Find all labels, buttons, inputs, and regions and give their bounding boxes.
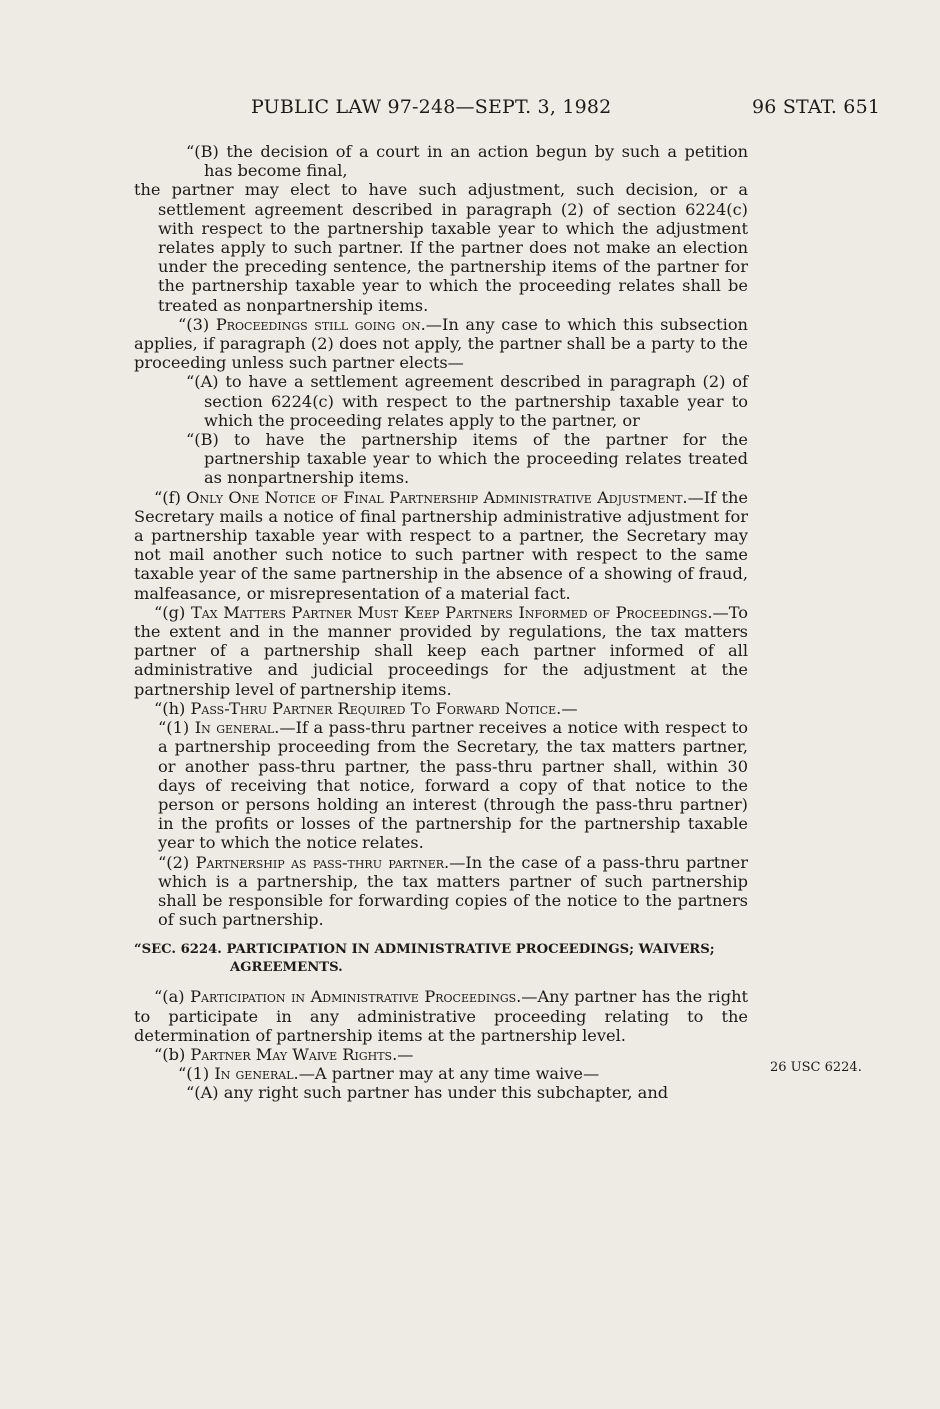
paragraph-3a: “(A) to have a settlement agreement described in paragraph (2) of section 6224(c) with respect to the partnership taxable year to which the proceeding relates apply to the partner, or <box>186 372 748 430</box>
paragraph-h2: “(2) Partnership as pass-thru partner.—In the case of a pass-thru partner which is a partnership, the tax matters partner of such partnership shall be responsible for forwarding copies of the notice to the partners of such partnership. <box>158 852 748 930</box>
subsection-a: “(a) Participation in Administrative Proceedings.—Any partner has the right to participate in any administrative proceeding relating to the determination of partnership items at the partnership level. <box>134 987 748 1045</box>
paragraph-b1: “(1) In general.—A partner may at any time waive— <box>178 1064 600 1084</box>
statute-text <box>134 142 748 1103</box>
subsection-h: “(h) Pass-Thru Partner Required To Forward Notice.— <box>154 698 578 718</box>
subheading: Only One Notice of Final Partnership Administrative Adjustment. <box>186 487 688 507</box>
usc-margin-citation: 26 USC 6224. <box>770 1060 862 1075</box>
subsection-f: “(f) Only One Notice of Final Partnership Administrative Adjustment.—If the Secretary mails a notice of final partnership administrative adjustment for a partnership taxable year with respect to a partner, the Secretary may not mail another such notice to such partner with respect to the same taxable year of the same partnership in the absence of a showing of fraud, malfeasance, or misrepresentation of a material fact. <box>134 487 748 603</box>
subheading: Participation in Administrative Proceedings. <box>190 987 522 1007</box>
statute-page-number: 96 STAT. 651 <box>752 96 881 118</box>
paragraph-b-decision: “(B) the decision of a court in an action begun by such a petition has become final, <box>186 142 748 181</box>
subheading: Pass-Thru Partner Required To Forward Notice. <box>190 698 562 718</box>
subheading: Partner May Waive Rights. <box>190 1044 398 1064</box>
subheading: Tax Matters Partner Must Keep Partners Informed of Proceedings. <box>190 602 713 622</box>
paragraph-3b: “(B) to have the partnership items of the partner for the partnership taxable year to which the proceeding relates treated as nonpartnership items. <box>186 430 748 488</box>
subheading: In general. <box>194 718 280 738</box>
section-heading: “SEC. 6224. PARTICIPATION IN ADMINISTRATIVE PROCEEDINGS; WAIVERS; AGREEMENTS. <box>134 942 715 976</box>
subsection-b: “(b) Partner May Waive Rights.— <box>154 1044 414 1064</box>
paragraph-election: the partner may elect to have such adjustment, such decision, or a settlement agreement described in paragraph (2) of section 6224(c) with respect to the partnership taxable year to which the adjustment relates apply to such partner. If the partner does not make an election under the preceding sentence, the partnership items of the partner for the partnership taxable year to which the proceeding relates shall be treated as nonpartnership items. <box>134 180 748 315</box>
paragraph-b1a: “(A) any right such partner has under this subchapter, and <box>186 1083 669 1103</box>
paragraph-3-proceedings: “(3) Proceedings still going on.—In any case to which this subsection applies, if paragraph (2) does not apply, the partner shall be a party to the proceeding unless such partner elects— <box>134 314 748 373</box>
subheading: In general. <box>214 1064 299 1084</box>
subheading: Partnership as pass-thru partner. <box>195 852 450 872</box>
subsection-g: “(g) Tax Matters Partner Must Keep Partners Informed of Proceedings.—To the extent and in the manner provided by regulations, the tax matters partner of a partnership shall keep each partner informed of all administrative and judicial proceedings for the adjustment at the partnership level of partnership items. <box>134 602 748 699</box>
subheading: Proceedings still going on. <box>215 314 426 334</box>
paragraph-h1: “(1) In general.—If a pass-thru partner receives a notice with respect to a partnership proceeding from the Secretary, the tax matters partner, or another pass-thru partner, the pass-thru partner shall, within 30 days of receiving that notice, forward a copy of that notice to the person or persons holding an interest (through the pass-thru partner) in the profits or losses of the partnership for the partnership taxable year to which the notice relates. <box>158 718 748 853</box>
header-title: PUBLIC LAW 97-248—SEPT. 3, 1982 <box>251 96 612 118</box>
